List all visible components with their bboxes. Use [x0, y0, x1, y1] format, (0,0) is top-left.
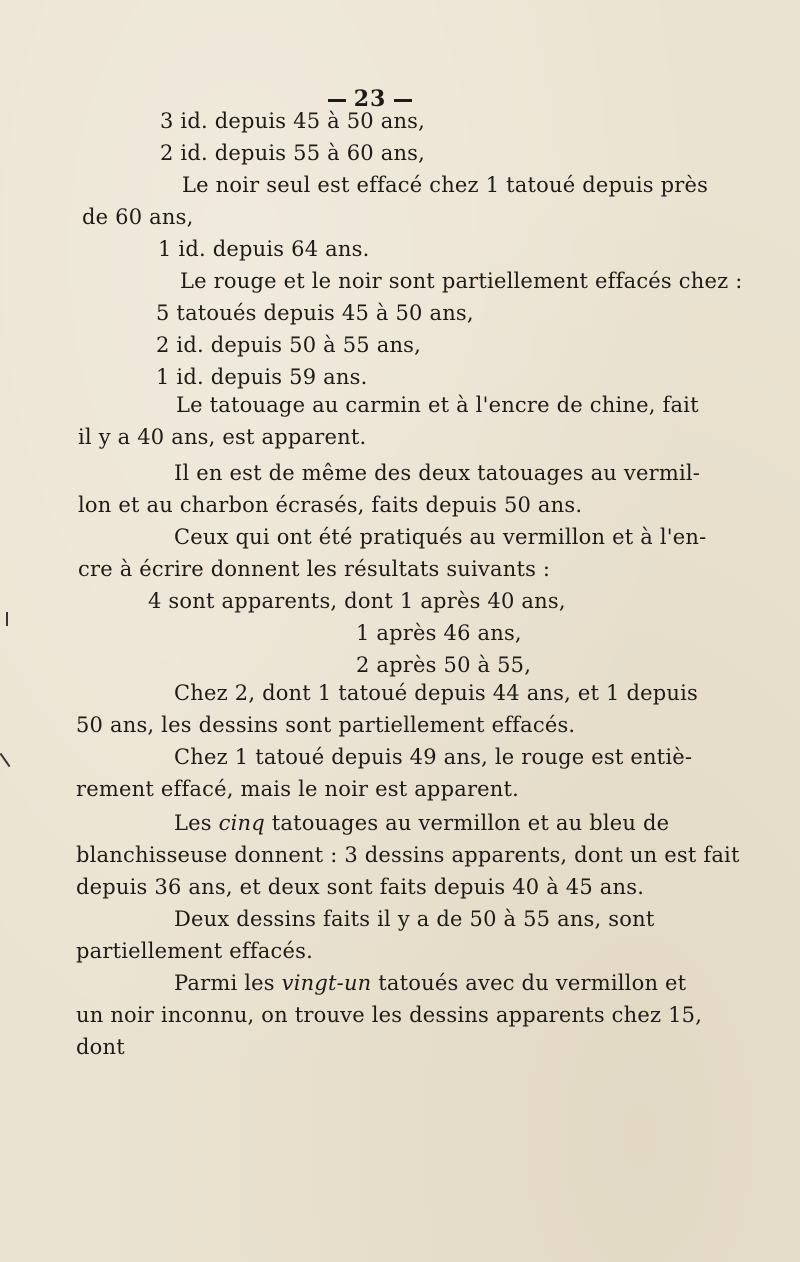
text-line: Il en est de même des deux tatouages au vermil-: [174, 461, 701, 485]
text-line: cre à écrire donnent les résultats suivants :: [78, 557, 551, 581]
text-line: Ceux qui ont été pratiqués au vermillon et à l'en-: [174, 525, 707, 549]
text-line: 1 id. depuis 64 ans.: [158, 237, 370, 261]
text-line: 5 tatoués depuis 45 à 50 ans,: [156, 301, 474, 325]
margin-mark: [0, 753, 10, 767]
text-line: lon et au charbon écrasés, faits depuis 50 ans.: [78, 493, 583, 517]
text-line: depuis 36 ans, et deux sont faits depuis 40 à 45 ans.: [76, 875, 645, 899]
text-line: 2 après 50 à 55,: [356, 653, 532, 677]
text-line: Chez 2, dont 1 tatoué depuis 44 ans, et 1 depuis: [174, 681, 698, 705]
text-line: blanchisseuse donnent : 3 dessins apparents, dont un est fait: [76, 843, 740, 867]
text-line: dont: [76, 1035, 125, 1059]
text-line: Chez 1 tatoué depuis 49 ans, le rouge est entiè-: [174, 745, 693, 769]
text-line: 1 id. depuis 59 ans.: [156, 365, 368, 389]
text-line: 3 id. depuis 45 à 50 ans,: [160, 109, 426, 133]
text-line: 50 ans, les dessins sont partiellement effacés.: [76, 713, 576, 737]
text-line: 1 après 46 ans,: [356, 621, 522, 645]
header-dash-right: [394, 99, 412, 102]
text-line: il y a 40 ans, est apparent.: [78, 425, 367, 449]
text-line: Les cinq tatouages au vermillon et au bleu de: [174, 811, 670, 835]
text-line: Le noir seul est effacé chez 1 tatoué depuis près: [182, 173, 709, 197]
text-line: Le tatouage au carmin et à l'encre de chine, fait: [176, 393, 699, 417]
text-line: de 60 ans,: [82, 205, 194, 229]
text-line: Le rouge et le noir sont partiellement effacés chez :: [180, 269, 743, 293]
text-line: partiellement effacés.: [76, 939, 313, 963]
text-line: Parmi les vingt-un tatoués avec du vermillon et: [174, 971, 687, 995]
text-line: 2 id. depuis 50 à 55 ans,: [156, 333, 422, 357]
text-line: un noir inconnu, on trouve les dessins apparents chez 15,: [76, 1003, 703, 1027]
text-line: rement effacé, mais le noir est apparent.: [76, 777, 520, 801]
text-line: 2 id. depuis 55 à 60 ans,: [160, 141, 426, 165]
text-line: 4 sont apparents, dont 1 après 40 ans,: [148, 589, 566, 613]
margin-mark: [6, 612, 8, 626]
text-line: Deux dessins faits il y a de 50 à 55 ans, sont: [174, 907, 655, 931]
header-dash-left: [328, 99, 346, 102]
page-number: 23: [353, 86, 387, 112]
